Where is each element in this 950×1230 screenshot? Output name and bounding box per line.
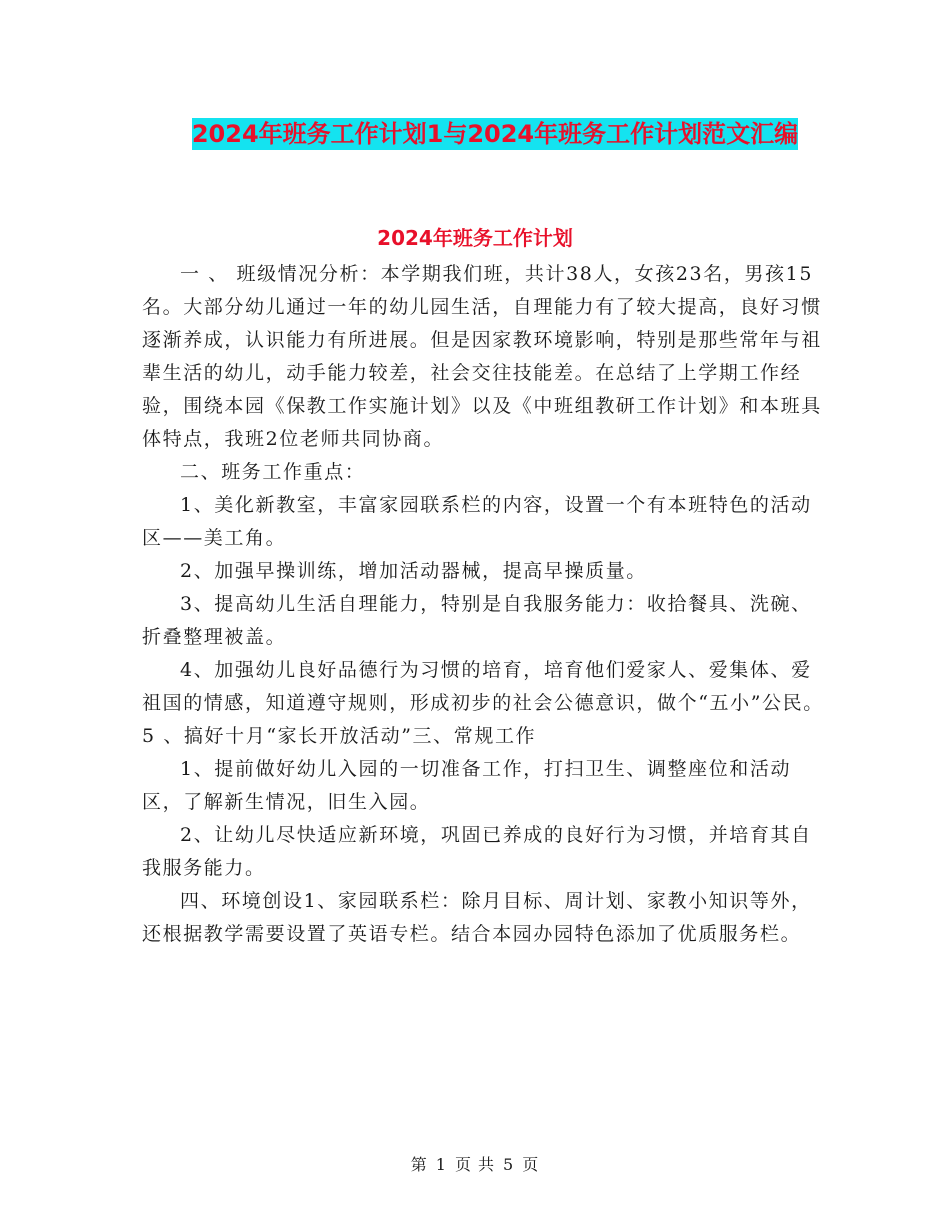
footer-prefix: 第 xyxy=(410,1155,428,1174)
paragraph-environment: 四、环境创设1、家园联系栏：除月目标、周计划、家教小知识等外，还根据教学需要设置了英语专栏。结合本园办园特色添加了优质服务栏。 xyxy=(142,890,812,945)
footer-suffix: 页 xyxy=(522,1155,540,1174)
paragraph-item-4: 4、加强幼儿良好品德行为习惯的培育，培育他们爱家人、爱集体、爱祖国的情感，知道遵守规则，形成初步的社会公德意识，做个“五小”公民。5 、搞好十月“家长开放活动”三、常规工作 xyxy=(142,659,824,747)
paragraph-item-1: 1、美化新教室，丰富家园联系栏的内容，设置一个有本班特色的活动区——美工角。 xyxy=(142,494,812,549)
section-heading: 2024年班务工作计划 xyxy=(377,226,573,250)
footer-total-pages: 5 xyxy=(503,1155,515,1174)
paragraph-class-analysis: 一 、 班级情况分析：本学期我们班，共计38人，女孩23名，男孩15名。大部分幼儿通过一年的幼儿园生活，自理能力有了较大提高，良好习惯逐渐养成，认识能力有所进展。但是因家教环境影响，特别是那些常年与祖辈生活的幼儿，动手能力较差，社会交往技能差。在总结了上学期工作经验，围绕本园《保教工作实施计划》以及《中班组教研工作计划》和本班具体特点，我班2位老师共同协商。 xyxy=(142,263,822,450)
footer-current-page: 1 xyxy=(435,1155,447,1174)
footer-mid: 页 共 xyxy=(454,1155,496,1174)
page-footer xyxy=(0,1152,950,1175)
paragraph-routine-1: 1、提前做好幼儿入园的一切准备工作，打扫卫生、调整座位和活动区，了解新生情况，旧生入园。 xyxy=(142,758,792,813)
paragraph-work-focus-heading: 二、班务工作重点： xyxy=(180,461,366,483)
paragraph-routine-2: 2、让幼儿尽快适应新环境，巩固已养成的良好行为习惯，并培育其自我服务能力。 xyxy=(142,824,812,879)
paragraph-item-3: 3、提高幼儿生活自理能力，特别是自我服务能力：收拾餐具、洗碗、折叠整理被盖。 xyxy=(142,593,812,648)
document-body xyxy=(142,258,827,951)
paragraph-item-2: 2、加强早操训练，增加活动器械，提高早操质量。 xyxy=(180,560,647,582)
document-title xyxy=(140,112,850,156)
document-title-text: 2024年班务工作计划1与2024年班务工作计划范文汇编 xyxy=(191,120,799,148)
